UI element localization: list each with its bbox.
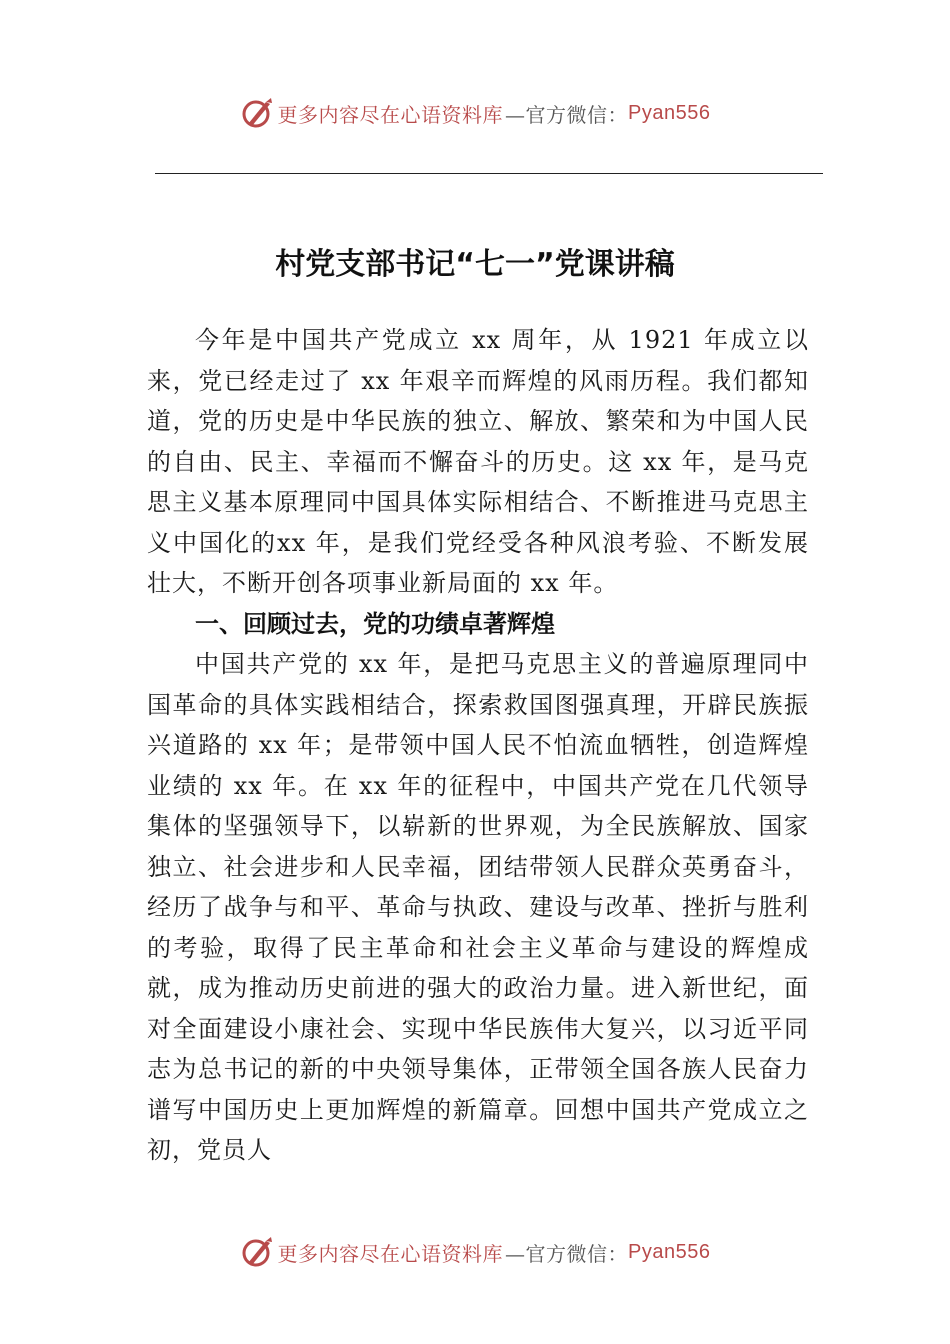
quill-pen-icon: [240, 96, 274, 130]
header-banner: [0, 93, 950, 133]
header-divider: [155, 173, 823, 174]
section-heading: 一、回顾过去，党的功绩卓著辉煌: [195, 609, 555, 638]
banner-account: Pyan556: [628, 101, 711, 124]
section-paragraph: 中国共产党的 xx 年，是把马克思主义的普遍原理同中国革命的具体实践相结合，探索救国图强真理，开辟民族振兴道路的 xx 年；是带领中国人民不怕流血牺牲，创造辉煌业绩的 xx 年。在 xx 年的征程中，中国共产党在几代领导集体的坚强领导下，以崭新的世界观，为全民族解放、国家独立、社会进步和人民幸福，团结带领人民群众英勇奋斗，经历了战争与和平、革命与执政、建设与改革、挫折与胜利的考验，取得了民主革命和社会主义革命与建设的辉煌成就，成为推动历史前进的强大的政治力量。进入新世纪，面对全面建设小康社会、实现中华民族伟大复兴，以习近平同志为总书记的新的中央领导集体，正带领全国各族人民奋力谱写中国历史上更加辉煌的新篇章。回想中国共产党成立之初，党员人: [147, 650, 809, 1164]
banner-prefix: 更多内容尽在心语资料库: [277, 102, 504, 127]
document-body: [147, 320, 809, 1171]
banner-middle: —官方微信：: [505, 1241, 629, 1266]
document-title: 村党支部书记“七一”党课讲稿: [275, 247, 675, 282]
quill-pen-icon: [240, 1235, 274, 1269]
banner-middle: —官方微信：: [505, 102, 629, 127]
footer-banner: [0, 1232, 950, 1272]
banner-account: Pyan556: [628, 1240, 711, 1263]
banner-prefix: 更多内容尽在心语资料库: [277, 1241, 504, 1266]
intro-paragraph: 今年是中国共产党成立 xx 周年，从 1921 年成立以来，党已经走过了 xx 年艰辛而辉煌的风雨历程。我们都知道，党的历史是中华民族的独立、解放、繁荣和为中国人民的自由、民主、幸福而不懈奋斗的历史。这 xx 年，是马克思主义基本原理同中国具体实际相结合、不断推进马克思主义中国化的xx 年，是我们党经受各种风浪考验、不断发展壮大，不断开创各项事业新局面的 xx 年。: [147, 326, 809, 597]
